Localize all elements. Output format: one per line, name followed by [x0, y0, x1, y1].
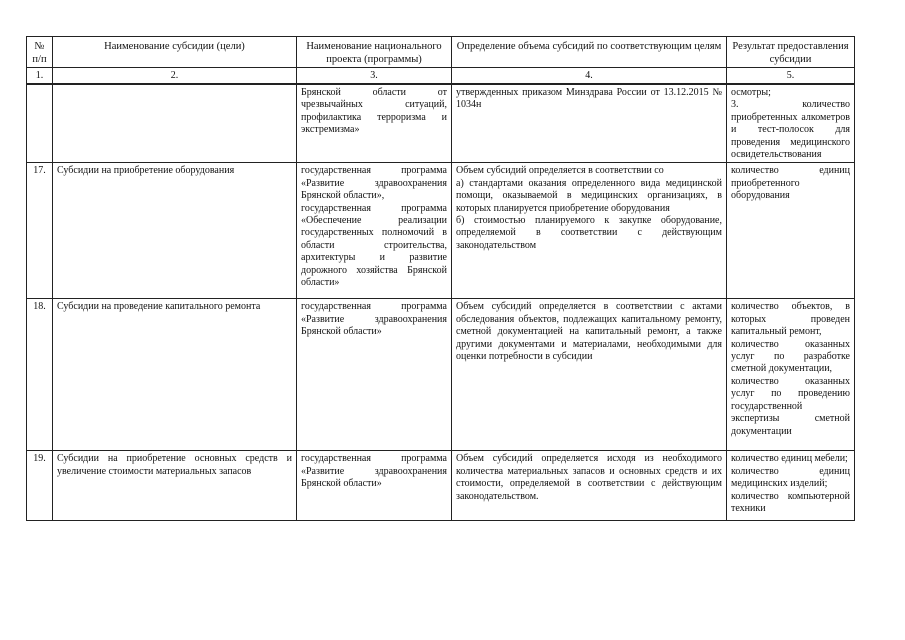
row-number: 17.: [27, 163, 53, 299]
column-numbers-row: [27, 68, 855, 85]
table-row: [27, 163, 855, 299]
volume-definition: Объем субсидий определяется в соответствии со а) стандартами оказания определенного вида медицинской помощи, оказываемой в медицинских организациях, в которых планируется приобретение оборудования б) стоимостью планируемого к закупке оборудование, определяемой в соответствии с действующим законодательством: [452, 163, 727, 299]
program-name: государственная программа «Развитие здравоохранения Брянской области»: [297, 299, 452, 451]
column-number: 3.: [297, 68, 452, 85]
header-program: Наименование национального проекта (программы): [297, 37, 452, 68]
subsidy-name: Субсидии на приобретение основных средств и увеличение стоимости материальных запасов: [53, 451, 297, 521]
table-row: [27, 84, 855, 163]
subsidy-table: [26, 36, 855, 521]
header-row: [27, 37, 855, 68]
subsidy-name: [53, 84, 297, 163]
volume-definition: Объем субсидий определяется исходя из необходимого количества материальных запасов и основных средств и их стоимости, определяемой в соответствии с действующим законодательством.: [452, 451, 727, 521]
header-name: Наименование субсидии (цели): [53, 37, 297, 68]
program-name: государственная программа «Развитие здравоохранения Брянской области», государственная программа «Обеспечение реализации государственных полномочий в области строительства, архитектуры и развитие дорожного хозяйства Брянской области»: [297, 163, 452, 299]
table-row: [27, 299, 855, 451]
table-row: [27, 451, 855, 521]
subsidy-result: осмотры; 3. количество приобретенных алкометров и тест-полосок для проведения медицинского освидетельствования: [727, 84, 855, 163]
header-num: № п/п: [27, 37, 53, 68]
subsidy-result: количество единиц мебели; количество единиц медицинских изделий; количество компьютерной техники: [727, 451, 855, 521]
program-name: государственная программа «Развитие здравоохранения Брянской области»: [297, 451, 452, 521]
row-number: 18.: [27, 299, 53, 451]
column-number: 4.: [452, 68, 727, 85]
program-name: Брянской области от чрезвычайных ситуаций, профилактика терроризма и экстремизма»: [297, 84, 452, 163]
row-number: [27, 84, 53, 163]
subsidy-result: количество объектов, в которых проведен капитальный ремонт, количество оказанных услуг по разработке сметной документации, количество оказанных услуг по проведению государственной экспертизы сметной документации: [727, 299, 855, 451]
column-number: 5.: [727, 68, 855, 85]
subsidy-result: количество единиц приобретенного оборудования: [727, 163, 855, 299]
header-volume: Определение объема субсидий по соответствующим целям: [452, 37, 727, 68]
row-number: 19.: [27, 451, 53, 521]
subsidy-name: Субсидии на приобретение оборудования: [53, 163, 297, 299]
volume-definition: утвержденных приказом Минздрава России от 13.12.2015 № 1034н: [452, 84, 727, 163]
subsidy-name: Субсидии на проведение капитального ремонта: [53, 299, 297, 451]
volume-definition: Объем субсидий определяется в соответствии с актами обследования объектов, подлежащих капитальному ремонту, сметной документацией на капитальный ремонт, а также другими документами и материалами, необходимыми для оценки потребности в субсидии: [452, 299, 727, 451]
column-number: 2.: [53, 68, 297, 85]
header-result: Результат предоставления субсидии: [727, 37, 855, 68]
column-number: 1.: [27, 68, 53, 85]
